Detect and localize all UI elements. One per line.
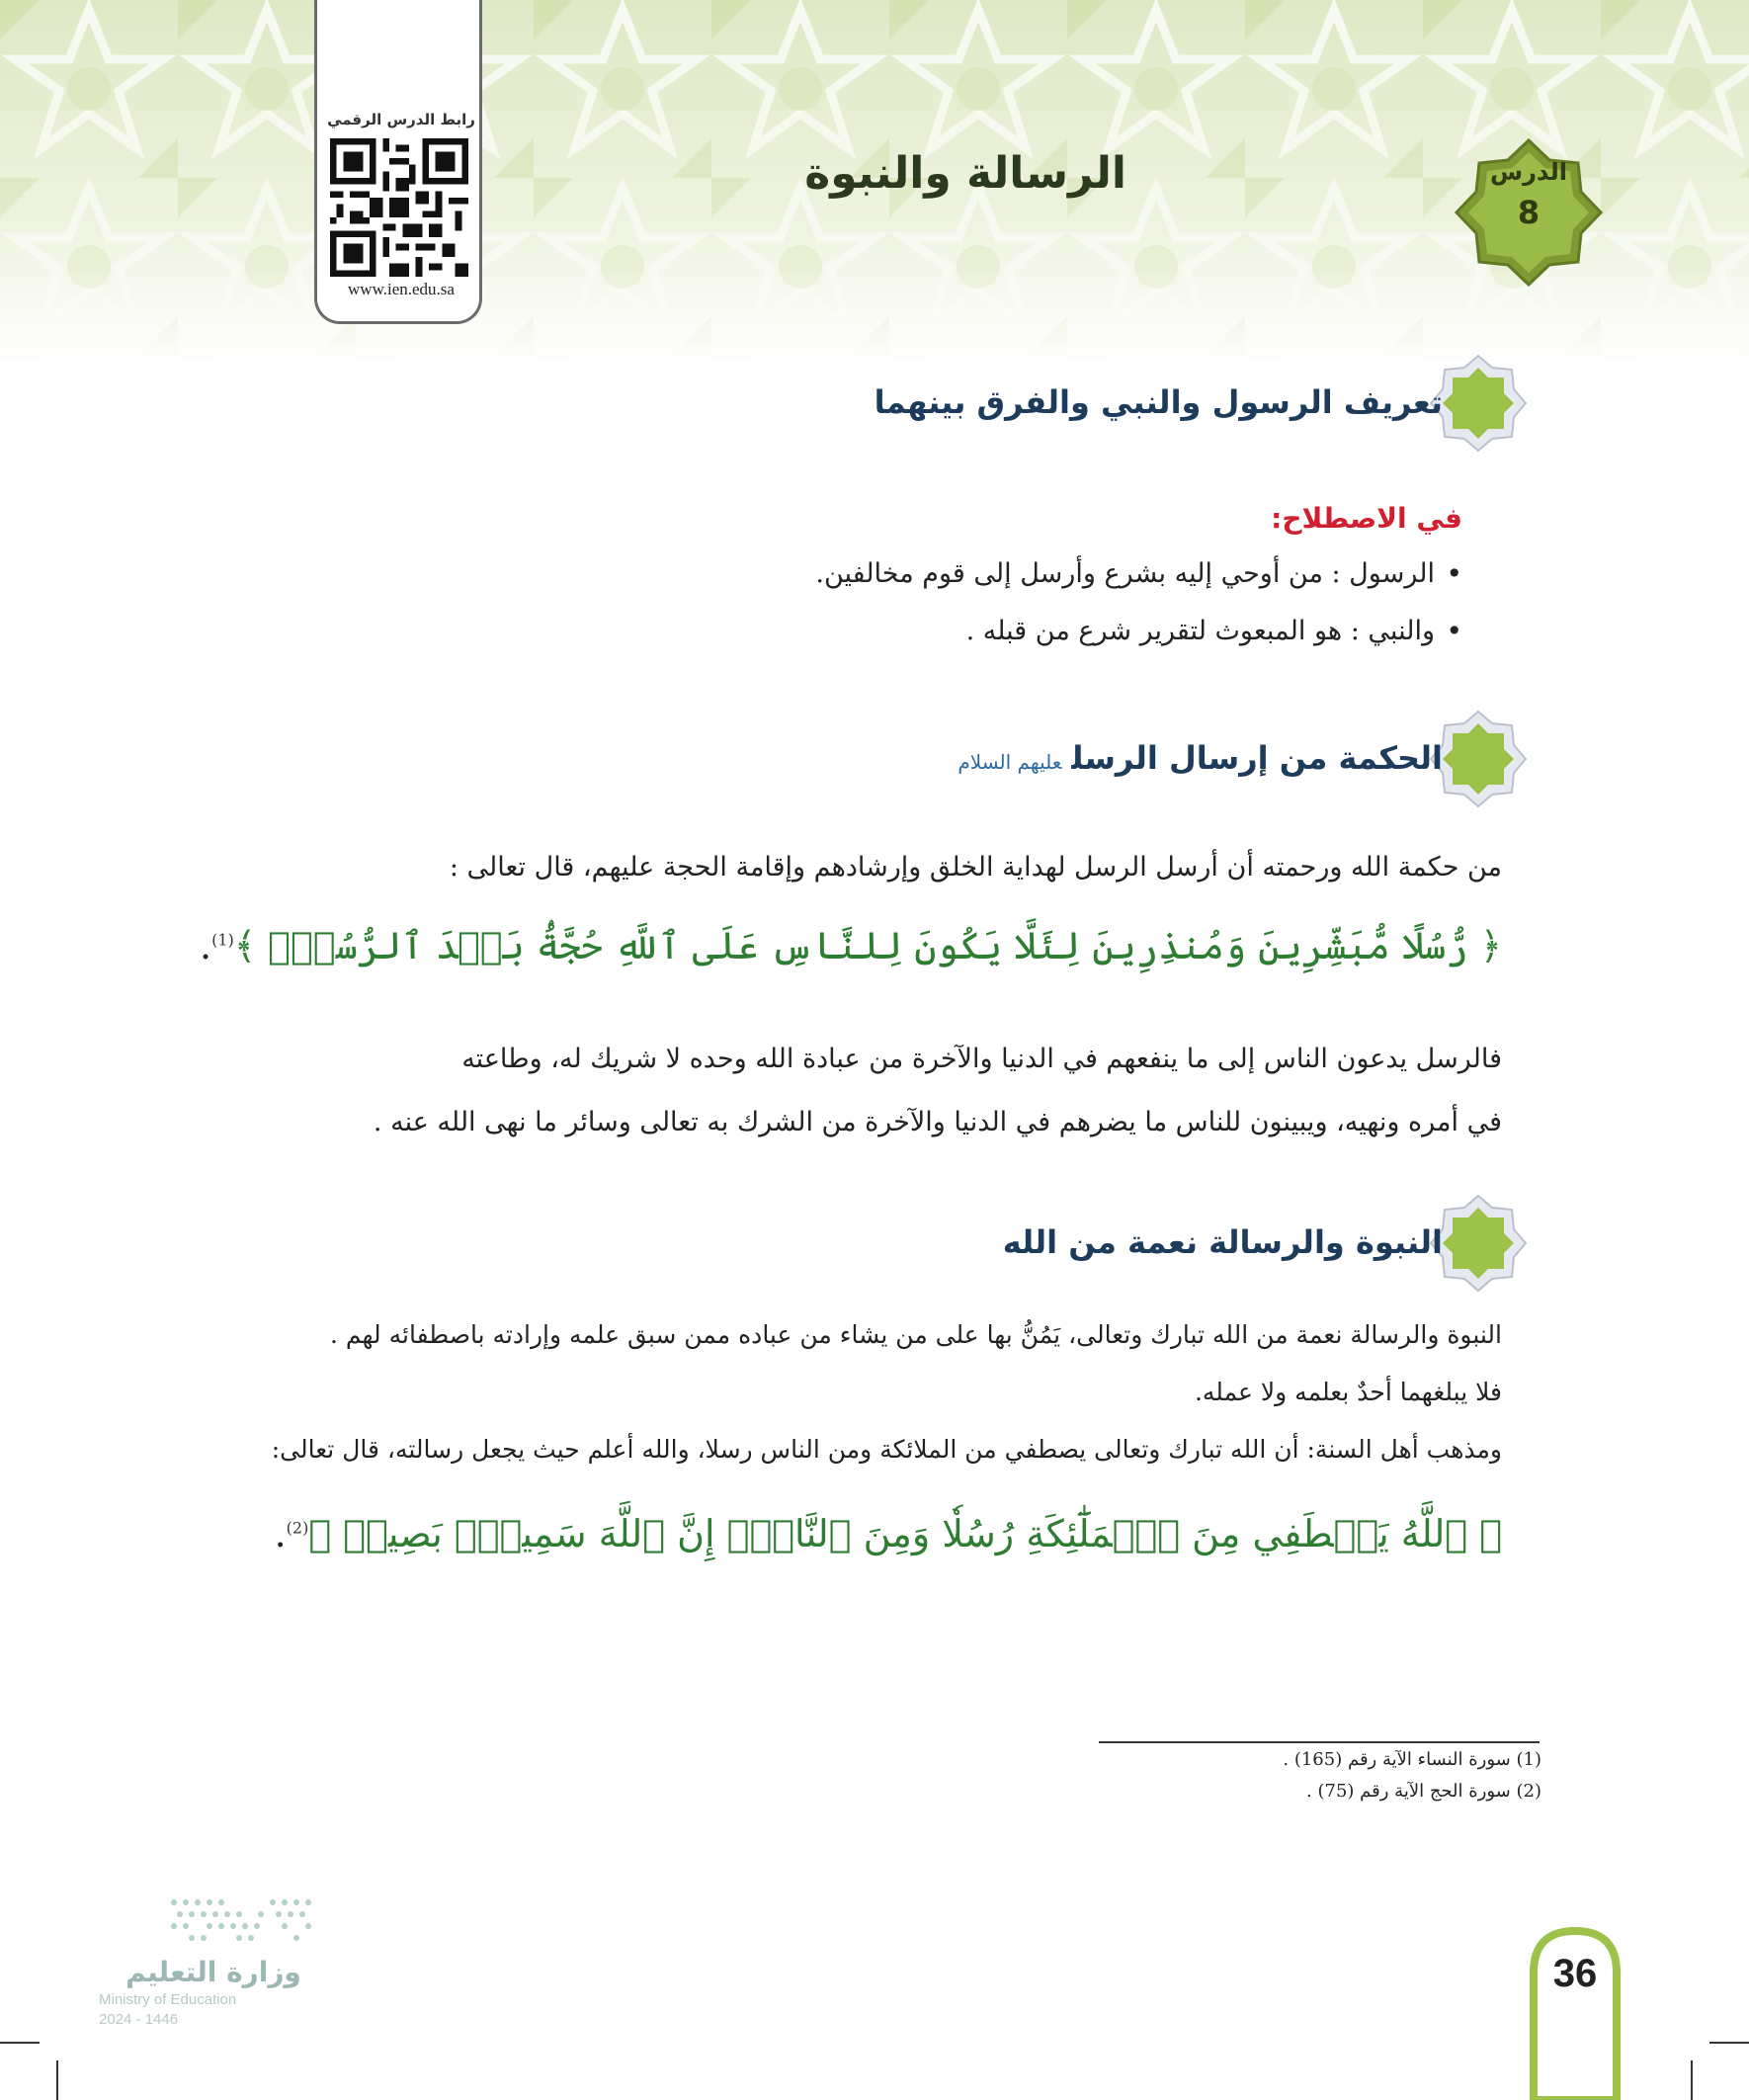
ministry-name-en: Ministry of Education bbox=[99, 1991, 237, 2008]
verse-text: ﴿ رُّسُلًا مُّبَشِّرِينَ وَمُنذِرِينَ لِئَلَّا يَكُونَ لِلنَّاسِ عَلَى ٱللَّهِ حُجَّةُۢ بَعۡدَ ٱلرُّسُلِۚ ﴾ bbox=[233, 924, 1502, 967]
crop-mark bbox=[1709, 2042, 1749, 2044]
section-title-text: الحكمة من إرسال الرسل bbox=[1071, 739, 1443, 777]
section-subheading: في الاصطلاح: bbox=[1271, 502, 1462, 535]
verse-text: ﴿ ٱللَّهُ يَصۡطَفِي مِنَ ٱلۡمَلَٰٓئِكَةِ رُسُلٗا وَمِنَ ٱلنَّاسِۚ إِنَّ ٱللَّهَ سَمِيعُۢ بَصِيرٞ ﴾ bbox=[308, 1512, 1502, 1555]
section-star-icon bbox=[1429, 710, 1528, 808]
section-star-icon bbox=[1429, 1194, 1528, 1293]
qr-code-icon[interactable] bbox=[330, 138, 468, 277]
definition-list bbox=[593, 546, 1462, 660]
footnote-divider bbox=[1099, 1741, 1540, 1743]
section-title bbox=[692, 739, 1443, 777]
quran-verse bbox=[200, 924, 1502, 967]
ministry-name-ar: وزارة التعليم bbox=[125, 1956, 301, 1988]
page-title: الرسالة والنبوة bbox=[804, 148, 1126, 199]
footnote: (1) سورة النساء الآية رقم (165) . bbox=[1283, 1749, 1541, 1770]
qr-caption: رابط الدرس الرقمي bbox=[327, 111, 475, 128]
lesson-label: الدرس bbox=[1489, 158, 1568, 186]
paragraph-line: في أمره ونهيه، ويبينون للناس ما يضرهم في الدنيا والآخرة من الشرك به تعالى وسائر ما نهى الله عنه . bbox=[373, 1107, 1502, 1137]
crop-mark bbox=[0, 2042, 40, 2044]
list-item: • والنبي : هو المبعوث لتقرير شرع من قبله . bbox=[593, 603, 1462, 660]
footnote: (2) سورة الحج الآية رقم (75) . bbox=[1306, 1781, 1541, 1802]
ministry-dots-icon bbox=[164, 1892, 322, 1952]
qr-url[interactable]: www.ien.edu.sa bbox=[348, 280, 455, 298]
paragraph-line: النبوة والرسالة نعمة من الله تبارك وتعالى، يَمُنُّ بها على من يشاء من عباده ممن سبق علمه وإرادته باصطفائه لهم . bbox=[330, 1320, 1502, 1349]
verse-end: . bbox=[200, 924, 212, 967]
paragraph-line: ومذهب أهل السنة: أن الله تبارك وتعالى يصطفي من الملائكة ومن الناس رسلا، والله أعلم حيث يجعل رسالته، قال تعالى: bbox=[271, 1435, 1502, 1464]
paragraph: من حكمة الله ورحمته أن أرسل الرسل لهداية الخلق وإرشادهم وإقامة الحجة عليهم، قال تعالى : bbox=[449, 852, 1502, 882]
verse-end: . bbox=[274, 1512, 287, 1555]
paragraph bbox=[198, 1306, 1502, 1478]
verse-footnote-ref: (1) bbox=[211, 930, 234, 950]
quran-verse bbox=[274, 1512, 1502, 1555]
crop-mark bbox=[56, 2060, 58, 2100]
honorific-text: عليهم السلام bbox=[958, 750, 1062, 774]
lesson-number: 8 bbox=[1517, 194, 1541, 231]
page-number: 36 bbox=[1552, 1952, 1598, 1995]
lesson-badge bbox=[1455, 138, 1603, 287]
list-item: • الرسول : من أوحي إليه بشرع وأرسل إلى قوم مخالفين. bbox=[593, 546, 1462, 603]
digital-lesson-card[interactable] bbox=[314, 0, 482, 324]
crop-mark bbox=[1691, 2060, 1693, 2100]
paragraph-line: فلا يبلغهما أحدٌ بعلمه ولا عمله. bbox=[1194, 1378, 1502, 1406]
section-star-icon bbox=[1429, 354, 1528, 453]
ministry-logo bbox=[95, 1892, 332, 2041]
verse-footnote-ref: (2) bbox=[286, 1518, 309, 1538]
section-title: النبوة والرسالة نعمة من الله bbox=[1002, 1223, 1443, 1261]
paragraph bbox=[326, 1028, 1502, 1154]
paragraph-line: فالرسل يدعون الناس إلى ما ينفعهم في الدنيا والآخرة من عبادة الله وحده لا شريك له، وطاعته bbox=[461, 1044, 1502, 1074]
ministry-year: 2024 - 1446 bbox=[99, 2011, 179, 2028]
section-title: تعريف الرسول والنبي والفرق بينهما bbox=[874, 383, 1443, 421]
